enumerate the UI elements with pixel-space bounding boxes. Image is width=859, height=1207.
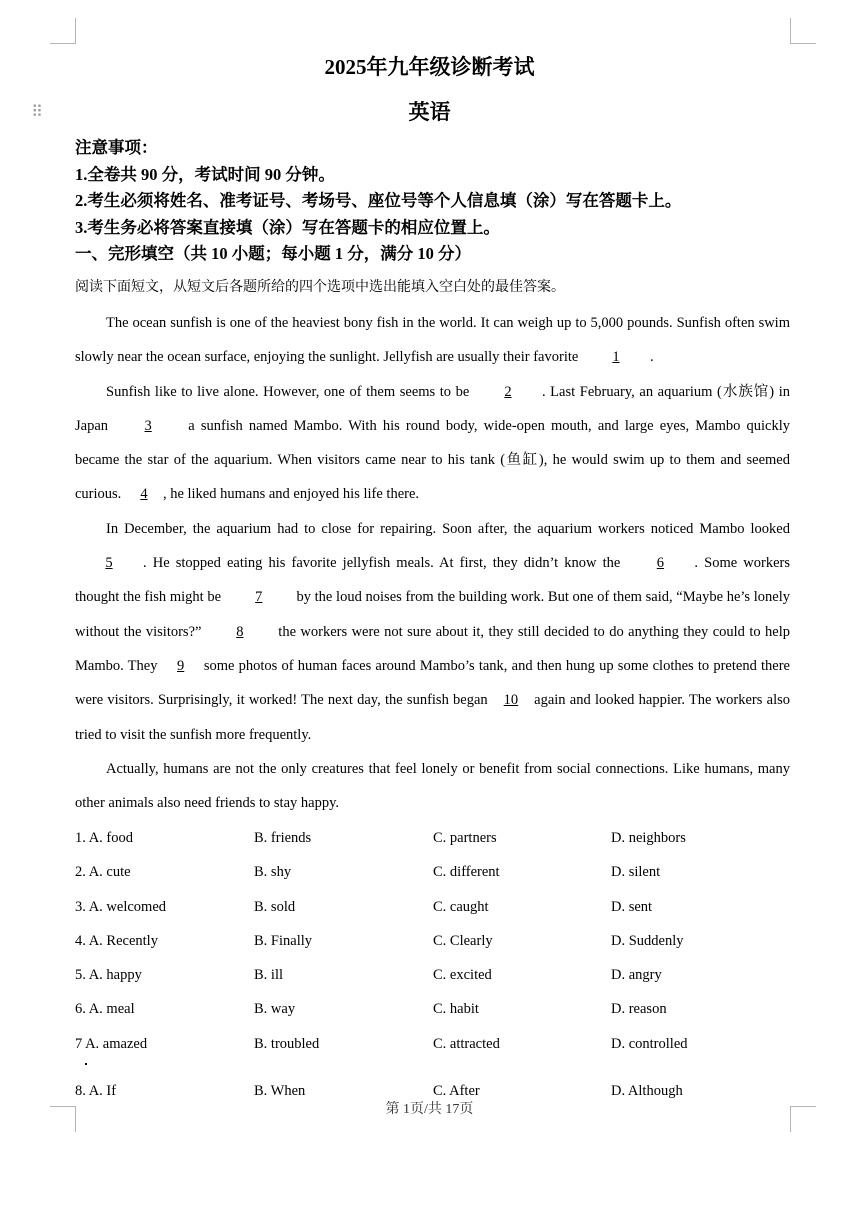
text-run: again and looked happier. The workers also tried to visit the sunfish more frequently. — [75, 692, 790, 743]
text-run: the workers were not sure about it, they still decided to do anything they could to help Mambo. They — [75, 623, 790, 674]
option-1b: B. friends — [254, 830, 312, 846]
text-run: a sunfish named Mambo. With his round body, wide-open mouth, and large eyes, Mambo quickly became the star of the aquarium. When visitors came near to his tank (鱼缸), he would swim up to them and seemed curious. — [75, 417, 790, 503]
option-2b: B. shy — [254, 864, 292, 881]
option-5d: D. angry — [611, 967, 662, 984]
option-4d: D. Suddenly — [611, 932, 684, 949]
text-run: by the loud noises from the building work. But one of them said, “Maybe he’s lonely without the visitors?” — [75, 589, 790, 640]
option-8b: B. When — [254, 1082, 306, 1099]
page-number: 第 1页/共 17页 — [385, 1102, 474, 1117]
drag-handle-icon[interactable]: ⠿ — [31, 102, 43, 121]
cloze-passage — [75, 306, 790, 820]
text-run: Sunfish like to live alone. However, one of them seems to be — [106, 383, 474, 400]
blank-7: 7 — [255, 589, 263, 606]
option-4b: B. Finally — [254, 932, 313, 949]
option-5b: B. ill — [254, 967, 284, 984]
question-7-options — [75, 1027, 795, 1074]
exam-title: 2025年九年级诊断考试 — [324, 55, 535, 79]
text-run: . Last February, an aquarium (水族馆) in Japan — [75, 383, 790, 434]
blank-2: 2 — [504, 383, 512, 400]
question-4-options — [75, 924, 795, 958]
option-8d: D. Although — [611, 1082, 683, 1099]
section-heading: 一、完形填空（共 10 小题；每小题 1 分，满分 10 分） — [75, 244, 471, 263]
text-run: some photos of human faces around Mambo’s tank, and then hung up some clothes to pretend there were visitors. Surprisingly, it worked! The next day, the sunfish began — [75, 657, 790, 709]
option-6b: B. way — [254, 1001, 296, 1018]
stray-dot — [85, 1063, 87, 1065]
option-2a: 2. A. cute — [75, 864, 131, 881]
blank-6: 6 — [656, 555, 665, 572]
question-3-options — [75, 890, 795, 924]
question-5-options — [75, 958, 795, 992]
option-6c: C. habit — [433, 1001, 479, 1018]
blank-9: 9 — [177, 657, 185, 674]
option-2d: D. silent — [611, 864, 661, 881]
option-4a: 4. A. Recently — [75, 932, 158, 949]
option-7b: B. troubled — [254, 1035, 320, 1052]
option-1d: D. neighbors — [611, 830, 686, 846]
text-run: . He stopped eating his favorite jellyfish meals. At first, they didn’t know the — [143, 555, 627, 572]
option-7a: 7 A. amazed — [75, 1035, 148, 1052]
option-6a: 6. A. meal — [75, 1001, 135, 1018]
option-5c: C. excited — [433, 967, 492, 984]
option-5a: 5. A. happy — [75, 967, 142, 984]
note-item-3: 3.考生务必将答案直接填（涂）写在答题卡的相应位置上。 — [75, 217, 500, 237]
crop-mark-top-left — [50, 18, 76, 44]
option-3b: B. sold — [254, 898, 296, 915]
option-1c: C. partners — [433, 830, 497, 846]
blank-10: 10 — [503, 692, 519, 709]
text-run: . Some workers thought the fish might be — [75, 555, 790, 606]
text-run: , he liked humans and enjoyed his life there. — [162, 486, 420, 503]
question-1-options — [75, 821, 795, 855]
question-6-options — [75, 992, 795, 1026]
option-3c: C. caught — [433, 898, 489, 915]
option-7c: C. attracted — [433, 1035, 500, 1052]
option-7d: D. controlled — [611, 1035, 688, 1052]
option-8c: C. After — [433, 1082, 480, 1099]
passage-paragraph-2 — [75, 375, 790, 512]
section-directions: 阅读下面短文，从短文后各题所给的四个选项中选出能填入空白处的最佳答案。 — [75, 279, 565, 295]
exam-subject: 英语 — [408, 100, 451, 124]
blank-4: 4 — [140, 486, 148, 503]
passage-paragraph-1 — [75, 306, 790, 375]
option-3d: D. sent — [611, 898, 653, 915]
answer-options — [75, 821, 795, 1108]
text-run: The ocean sunfish is one of the heaviest bony fish in the world. It can weigh up to 5,000 pounds. Sunfish often swim slowly near the ocean surface, enjoying the sunlight. Jellyfish are usually their favorite — [75, 315, 790, 366]
instructions — [75, 135, 795, 268]
option-3a: 3. A. welcomed — [75, 898, 167, 915]
option-4c: C. Clearly — [433, 932, 493, 949]
note-item-1: 1.全卷共 90 分，考试时间 90 分钟。 — [75, 164, 335, 184]
question-2-options — [75, 855, 795, 889]
notes-heading: 注意事项： — [75, 138, 158, 157]
blank-5: 5 — [105, 555, 113, 572]
blank-1: 1 — [612, 349, 620, 366]
blank-8: 8 — [236, 623, 244, 640]
crop-mark-top-right — [790, 18, 816, 44]
text-run: . — [649, 349, 654, 366]
option-6d: D. reason — [611, 1001, 667, 1018]
note-item-2: 2.考生必须将姓名、准考证号、考场号、座位号等个人信息填（涂）写在答题卡上。 — [75, 191, 682, 210]
option-1a: 1. A. food — [75, 830, 133, 846]
option-8a: 8. A. If — [75, 1082, 117, 1099]
passage-paragraph-3 — [75, 512, 790, 752]
option-2c: C. different — [433, 864, 500, 881]
passage-paragraph-4: Actually, humans are not the only creatures that feel lonely or benefit from social connections. Like humans, many other animals also need friends to stay happy. — [75, 760, 790, 812]
blank-3: 3 — [144, 417, 152, 434]
text-run: In December, the aquarium had to close for repairing. Soon after, the aquarium workers noticed Mambo looked — [106, 520, 790, 537]
